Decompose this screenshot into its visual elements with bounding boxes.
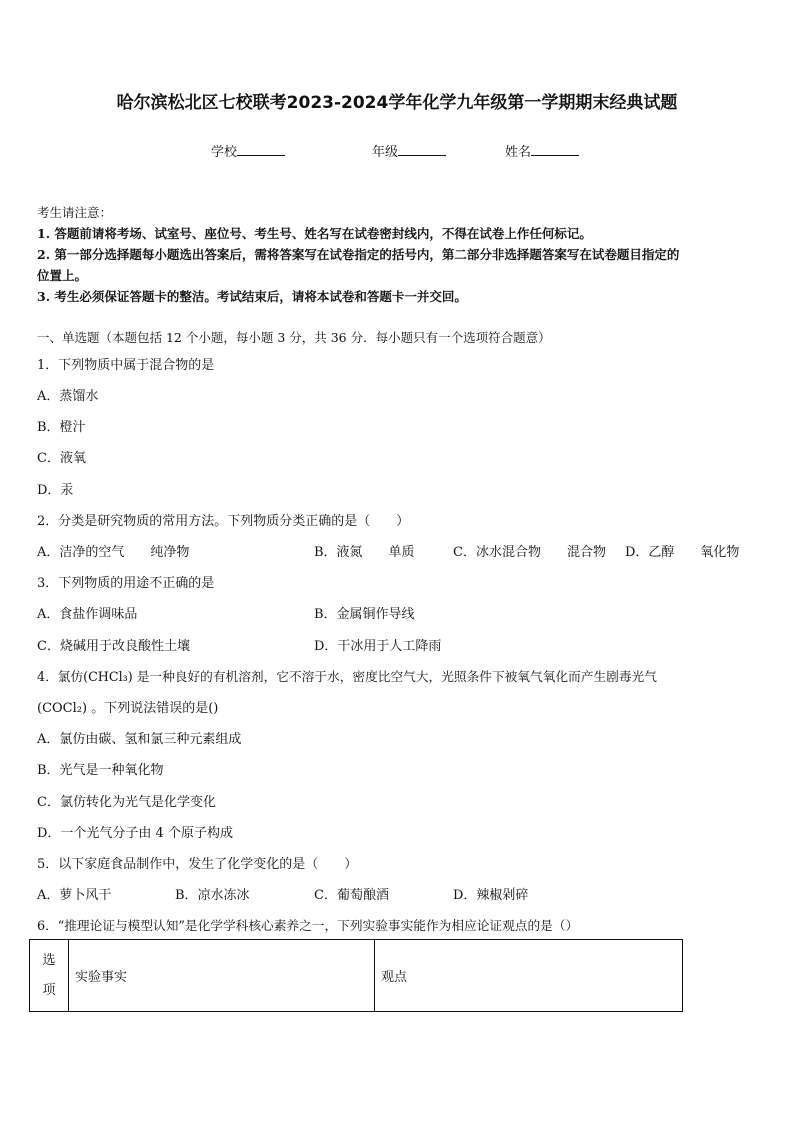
q1-stem: 1．下列物质中属于混合物的是 <box>37 358 215 373</box>
q1-option-c: C．液氧 <box>37 451 86 466</box>
name-blank[interactable] <box>531 143 579 156</box>
q3-option-c: C．烧碱用于改良酸性土壤 <box>37 639 190 654</box>
q2-stem: 2．分类是研究物质的常用方法。下列物质分类正确的是（ ） <box>37 514 410 529</box>
q6-col-option <box>30 940 69 1012</box>
q6-table <box>29 939 683 1012</box>
q6-stem: 6．“推理论证与模型认知”是化学学科核心素养之一，下列实验事实能作为相应论证观点的是（） <box>37 918 579 933</box>
name-field <box>505 141 579 160</box>
notice-item-3: 3. 考生必须保证答题卡的整洁。考试结束后，请将本试卷和答题卡一并交回。 <box>37 289 467 304</box>
q1-option-a: A．蒸馏水 <box>37 389 99 404</box>
q4-option-a: A．氯仿由碳、氢和氯三种元素组成 <box>37 732 242 747</box>
q5-option-b: B．凉水冻冰 <box>175 888 250 903</box>
q5-option-d: D．辣椒剁碎 <box>453 888 529 903</box>
school-blank[interactable] <box>237 143 285 156</box>
q5-stem: 5．以下家庭食品制作中，发生了化学变化的是（ ） <box>37 857 358 872</box>
q2-option-d: D．乙醇 氧化物 <box>625 545 740 560</box>
school-label: 学校 <box>211 145 238 160</box>
q1-option-d: D．汞 <box>37 483 74 498</box>
q5-option-a: A．萝卜风干 <box>37 888 112 903</box>
notice-heading: 考生请注意： <box>37 205 113 220</box>
q4-option-b: B．光气是一种氧化物 <box>37 763 164 778</box>
notice-item-2-cont: 位置上。 <box>37 268 88 283</box>
q4-stem-line1: 4．氯仿(CHCl₃) 是一种良好的有机溶剂，它不溶于水，密度比空气大，光照条件下被氧气氧化而产生剧毒光气 <box>37 669 657 684</box>
q3-stem: 3．下列物质的用途不正确的是 <box>37 576 215 591</box>
section-heading: 一、单选题（本题包括 12 个小题，每小题 3 分，共 36 分．每小题只有一个选项符合题意） <box>37 330 551 345</box>
q2-option-c: C．冰水混合物 混合物 <box>453 545 606 560</box>
grade-field <box>372 141 446 160</box>
page-title: 哈尔滨松北区七校联考2023-2024学年化学九年级第一学期期末经典试题 <box>116 93 678 113</box>
q6-col-fact: 实验事实 <box>69 940 375 1012</box>
q3-option-b: B．金属铜作导线 <box>314 607 415 622</box>
notice-item-1: 1. 答题前请将考场、试室号、座位号、考生号、姓名写在试卷密封线内，不得在试卷上作任何标记。 <box>37 226 592 241</box>
q5-option-c: C．葡萄酿酒 <box>314 888 389 903</box>
grade-blank[interactable] <box>398 143 446 156</box>
q2-option-a: A．洁净的空气 纯净物 <box>37 545 190 560</box>
q6-col-option-b: 项 <box>42 982 56 998</box>
q2-option-b: B．液氮 单质 <box>314 545 415 560</box>
q1-option-b: B．橙汁 <box>37 420 86 435</box>
notice-item-2: 2. 第一部分选择题每小题选出答案后，需将答案写在试卷指定的括号内，第二部分非选择题答案写在试卷题目指定的 <box>37 247 680 262</box>
q3-option-d: D．干冰用于人工降雨 <box>314 639 442 654</box>
q4-option-c: C．氯仿转化为光气是化学变化 <box>37 795 216 810</box>
name-label: 姓名 <box>505 145 532 160</box>
grade-label: 年级 <box>372 145 399 160</box>
q4-option-d: D．一个光气分子由 4 个原子构成 <box>37 826 233 841</box>
table-row <box>30 940 683 1012</box>
school-field <box>211 141 285 160</box>
q6-col-viewpoint: 观点 <box>375 940 683 1012</box>
q6-col-option-a: 选 <box>42 952 56 968</box>
q3-option-a: A．食盐作调味品 <box>37 607 138 622</box>
q4-stem-line2: (COCl₂) 。下列说法错误的是() <box>37 701 219 716</box>
